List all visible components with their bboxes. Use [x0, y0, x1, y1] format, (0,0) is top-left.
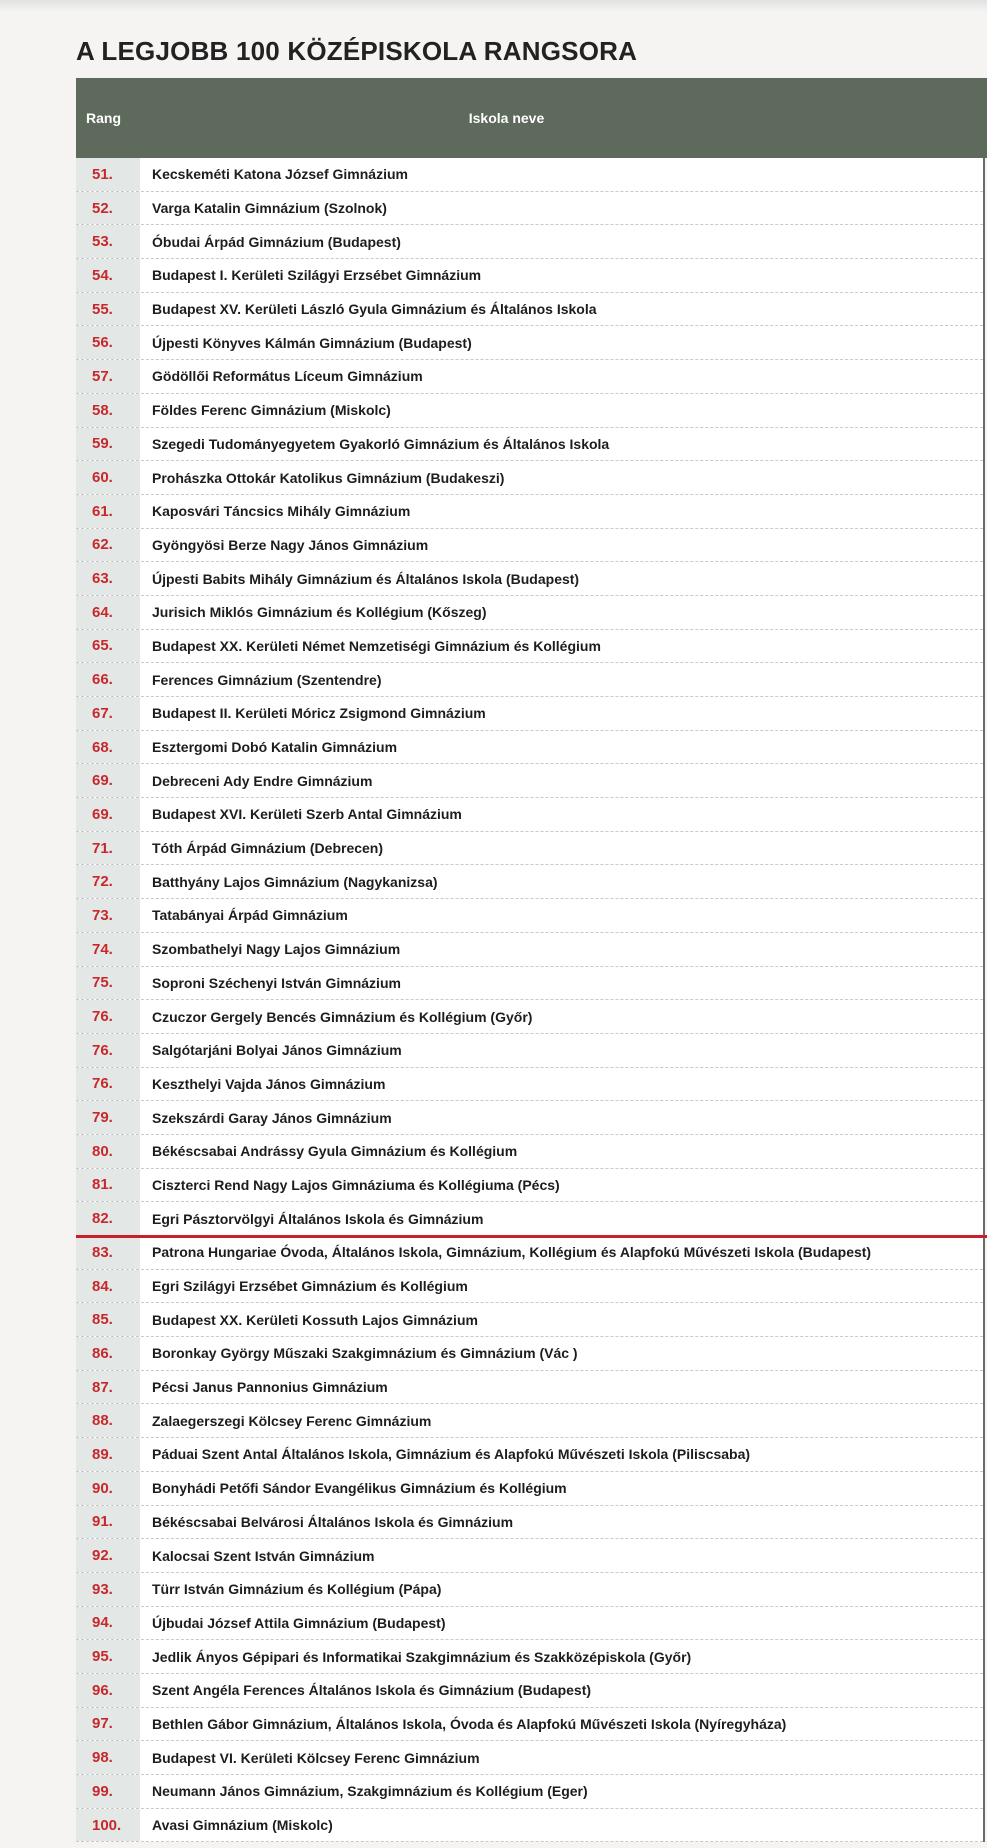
school-name-cell: Szegedi Tudományegyetem Gyakorló Gimnázium és Általános Iskola	[152, 435, 610, 452]
school-name-cell: Budapest XVI. Kerületi Szerb Antal Gimnázium	[152, 806, 462, 823]
school-name-cell: Bethlen Gábor Gimnázium, Általános Iskola, Óvoda és Alapfokú Művészeti Iskola (Nyíregyháza)	[152, 1715, 787, 1732]
table-row	[76, 1607, 983, 1641]
school-name-cell: Szent Angéla Ferences Általános Iskola és Gimnázium (Budapest)	[152, 1682, 592, 1699]
table-row	[76, 1674, 983, 1708]
rank-cell: 86.	[76, 1337, 140, 1370]
rank-cell: 58.	[76, 394, 140, 427]
school-name-cell: Soproni Széchenyi István Gimnázium	[152, 974, 401, 991]
school-name-cell: Ferences Gimnázium (Szentendre)	[152, 671, 382, 688]
rank-cell: 54.	[76, 259, 140, 292]
school-name-cell: Czuczor Gergely Bencés Gimnázium és Kollégium (Győr)	[152, 1008, 533, 1025]
rank-cell: 76.	[76, 1034, 140, 1067]
table-row	[76, 495, 983, 529]
table-row	[76, 158, 983, 192]
school-name-cell: Batthyány Lajos Gimnázium (Nagykanizsa)	[152, 873, 438, 890]
rank-cell: 57.	[76, 360, 140, 393]
rank-cell: 89.	[76, 1438, 140, 1471]
school-name-cell: Pécsi Janus Pannonius Gimnázium	[152, 1379, 388, 1396]
table-row	[76, 596, 983, 630]
table-header	[76, 78, 987, 158]
table-row	[76, 1169, 983, 1203]
table-row	[76, 1371, 983, 1405]
rank-cell: 98.	[76, 1741, 140, 1774]
rank-cell: 83.	[76, 1236, 140, 1269]
rank-cell: 88.	[76, 1404, 140, 1437]
rank-cell: 85.	[76, 1303, 140, 1336]
school-name-cell: Varga Katalin Gimnázium (Szolnok)	[152, 200, 387, 217]
school-name-cell: Gödöllői Református Líceum Gimnázium	[152, 368, 423, 385]
rank-cell: 62.	[76, 529, 140, 562]
school-name-cell: Kaposvári Táncsics Mihály Gimnázium	[152, 503, 411, 520]
table-row	[76, 394, 983, 428]
rank-cell: 66.	[76, 663, 140, 696]
table-row	[76, 1708, 983, 1742]
rank-cell: 90.	[76, 1472, 140, 1505]
rank-cell: 97.	[76, 1708, 140, 1741]
school-name-cell: Tatabányai Árpád Gimnázium	[152, 907, 348, 924]
table-body	[76, 158, 985, 1842]
table-row	[76, 798, 983, 832]
school-name-cell: Ciszterci Rend Nagy Lajos Gimnáziuma és Kollégiuma (Pécs)	[152, 1176, 560, 1193]
rank-cell: 63.	[76, 562, 140, 595]
school-name-cell: Békéscsabai Belvárosi Általános Iskola és Gimnázium	[152, 1513, 514, 1530]
school-name-cell: Gyöngyösi Berze Nagy János Gimnázium	[152, 536, 429, 553]
school-name-cell: Jedlik Ányos Gépipari és Informatikai Szakgimnázium és Szakközépiskola (Győr)	[152, 1648, 692, 1665]
school-name-cell: Bonyhádi Petőfi Sándor Evangélikus Gimnázium és Kollégium	[152, 1480, 567, 1497]
table-row	[76, 1000, 983, 1034]
rank-cell: 100.	[76, 1809, 140, 1842]
rank-cell: 53.	[76, 225, 140, 258]
rank-cell: 79.	[76, 1101, 140, 1134]
school-name-cell: Jurisich Miklós Gimnázium és Kollégium (Kőszeg)	[152, 604, 487, 621]
rank-cell: 95.	[76, 1640, 140, 1673]
school-name-cell: Türr István Gimnázium és Kollégium (Pápa)	[152, 1581, 442, 1598]
rank-cell: 60.	[76, 461, 140, 494]
table-row	[76, 1068, 983, 1102]
table-row	[76, 1034, 983, 1068]
rank-cell: 76.	[76, 1000, 140, 1033]
table-row	[76, 1809, 983, 1843]
rank-cell: 75.	[76, 967, 140, 1000]
table-row	[76, 967, 983, 1001]
table-row	[76, 865, 983, 899]
school-name-cell: Kalocsai Szent István Gimnázium	[152, 1547, 375, 1564]
rank-cell: 84.	[76, 1270, 140, 1303]
rank-cell: 73.	[76, 899, 140, 932]
rank-cell: 51.	[76, 158, 140, 191]
table-row	[76, 1640, 983, 1674]
ranking-table	[76, 78, 987, 1842]
table-row	[76, 899, 983, 933]
table-row	[76, 1539, 983, 1573]
rank-cell: 64.	[76, 596, 140, 629]
school-name-cell: Páduai Szent Antal Általános Iskola, Gimnázium és Alapfokú Művészeti Iskola (Piliscsaba)	[152, 1446, 751, 1463]
school-name-cell: Újbudai József Attila Gimnázium (Budapest)	[152, 1614, 446, 1631]
rank-cell: 69.	[76, 798, 140, 831]
table-row	[76, 697, 983, 731]
table-row	[76, 832, 983, 866]
table-row	[76, 1202, 983, 1236]
rank-cell: 91.	[76, 1506, 140, 1539]
table-row	[76, 1472, 983, 1506]
table-row	[76, 293, 983, 327]
rank-cell: 61.	[76, 495, 140, 528]
school-name-cell: Szombathelyi Nagy Lajos Gimnázium	[152, 941, 401, 958]
school-name-cell: Békéscsabai Andrássy Gyula Gimnázium és Kollégium	[152, 1143, 518, 1160]
rank-cell: 87.	[76, 1371, 140, 1404]
rank-cell: 68.	[76, 731, 140, 764]
rank-cell: 74.	[76, 933, 140, 966]
table-row	[76, 1775, 983, 1809]
school-name-cell: Óbudai Árpád Gimnázium (Budapest)	[152, 233, 401, 250]
school-name-cell: Tóth Árpád Gimnázium (Debrecen)	[152, 840, 384, 857]
table-row	[76, 1741, 983, 1775]
rank-cell: 65.	[76, 630, 140, 663]
rank-cell: 71.	[76, 832, 140, 865]
table-row	[76, 1101, 983, 1135]
school-name-cell: Budapest I. Kerületi Szilágyi Erzsébet Gimnázium	[152, 267, 482, 284]
school-name-cell: Zalaegerszegi Kölcsey Ferenc Gimnázium	[152, 1412, 432, 1429]
table-row	[76, 1270, 983, 1304]
school-name-cell: Esztergomi Dobó Katalin Gimnázium	[152, 739, 398, 756]
table-row	[76, 461, 983, 495]
rank-cell: 82.	[76, 1202, 140, 1235]
school-name-cell: Budapest II. Kerületi Móricz Zsigmond Gimnázium	[152, 705, 486, 722]
page-title: A LEGJOBB 100 KÖZÉPISKOLA RANGSORA	[76, 36, 638, 66]
table-row	[76, 1404, 983, 1438]
table-row	[76, 529, 983, 563]
rank-cell: 96.	[76, 1674, 140, 1707]
school-name-cell: Földes Ferenc Gimnázium (Miskolc)	[152, 402, 391, 419]
column-header-rank: Rang	[86, 110, 121, 126]
rank-cell: 55.	[76, 293, 140, 326]
table-row	[76, 192, 983, 226]
table-row	[76, 1337, 983, 1371]
rank-cell: 76.	[76, 1068, 140, 1101]
school-name-cell: Avasi Gimnázium (Miskolc)	[152, 1817, 333, 1834]
school-name-cell: Kecskeméti Katona József Gimnázium	[152, 166, 408, 183]
school-name-cell: Budapest VI. Kerületi Kölcsey Ferenc Gimnázium	[152, 1749, 480, 1766]
rank-cell: 67.	[76, 697, 140, 730]
rank-cell: 80.	[76, 1135, 140, 1168]
table-row	[76, 1303, 983, 1337]
table-row	[76, 933, 983, 967]
table-row	[76, 326, 983, 360]
rank-cell: 92.	[76, 1539, 140, 1572]
school-name-cell: Egri Pásztorvölgyi Általános Iskola és Gimnázium	[152, 1210, 484, 1227]
table-row	[76, 1438, 983, 1472]
column-header-name: Iskola neve	[468, 110, 545, 126]
school-name-cell: Budapest XX. Kerületi Kossuth Lajos Gimnázium	[152, 1311, 478, 1328]
table-row	[76, 663, 983, 697]
table-row	[76, 731, 983, 765]
table-row	[76, 1506, 983, 1540]
school-name-cell: Debreceni Ady Endre Gimnázium	[152, 772, 373, 789]
table-row	[76, 360, 983, 394]
school-name-cell: Szekszárdi Garay János Gimnázium	[152, 1109, 392, 1126]
table-row	[76, 1236, 983, 1270]
school-name-cell: Újpesti Babits Mihály Gimnázium és Általános Iskola (Budapest)	[152, 570, 580, 587]
school-name-cell: Prohászka Ottokár Katolikus Gimnázium (Budakeszi)	[152, 469, 505, 486]
rank-cell: 93.	[76, 1573, 140, 1606]
school-name-cell: Keszthelyi Vajda János Gimnázium	[152, 1075, 386, 1092]
page-top-edge	[0, 0, 987, 12]
school-name-cell: Patrona Hungariae Óvoda, Általános Iskola, Gimnázium, Kollégium és Alapfokú Művészeti Iskola (Budapest)	[152, 1244, 872, 1261]
table-row	[76, 225, 983, 259]
table-row	[76, 630, 983, 664]
school-name-cell: Budapest XX. Kerületi Német Nemzetiségi Gimnázium és Kollégium	[152, 637, 601, 654]
table-row	[76, 1573, 983, 1607]
rank-cell: 59.	[76, 428, 140, 461]
red-divider-line	[76, 1235, 987, 1238]
school-name-cell: Salgótarjáni Bolyai János Gimnázium	[152, 1042, 402, 1059]
rank-cell: 56.	[76, 326, 140, 359]
rank-cell: 69.	[76, 764, 140, 797]
school-name-cell: Budapest XV. Kerületi László Gyula Gimnázium és Általános Iskola	[152, 301, 597, 318]
school-name-cell: Boronkay György Műszaki Szakgimnázium és Gimnázium (Vác )	[152, 1345, 578, 1362]
table-row	[76, 428, 983, 462]
school-name-cell: Neumann János Gimnázium, Szakgimnázium és Kollégium (Eger)	[152, 1783, 588, 1800]
table-row	[76, 1135, 983, 1169]
rank-cell: 72.	[76, 865, 140, 898]
school-name-cell: Egri Szilágyi Erzsébet Gimnázium és Kollégium	[152, 1278, 468, 1295]
table-row	[76, 764, 983, 798]
table-row	[76, 259, 983, 293]
rank-cell: 99.	[76, 1775, 140, 1808]
table-row	[76, 562, 983, 596]
school-name-cell: Újpesti Könyves Kálmán Gimnázium (Budapest)	[152, 334, 472, 351]
rank-cell: 94.	[76, 1607, 140, 1640]
rank-cell: 52.	[76, 192, 140, 225]
rank-cell: 81.	[76, 1169, 140, 1202]
